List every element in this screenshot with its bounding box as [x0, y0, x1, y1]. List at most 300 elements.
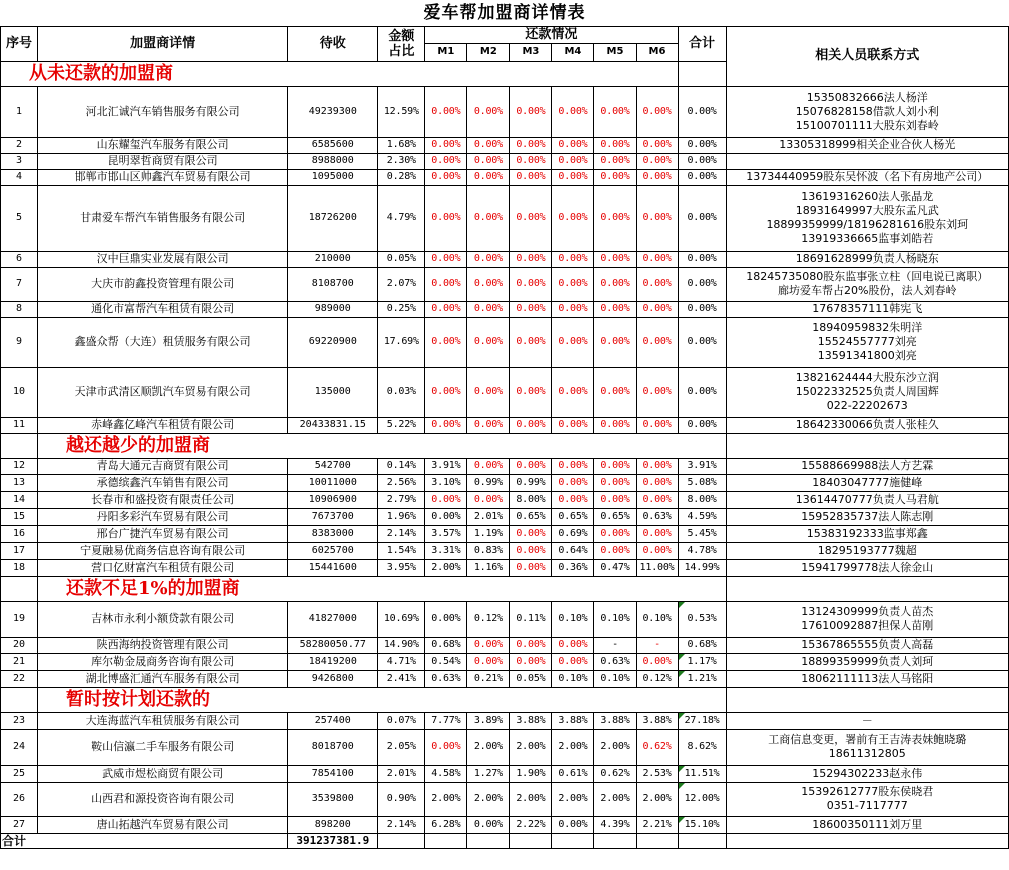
contact-info: 17678357111韩宪飞	[726, 301, 1008, 317]
month-repay: 0.00%	[510, 417, 552, 433]
month-repay: 0.00%	[467, 169, 510, 185]
month-repay: 0.00%	[467, 86, 510, 137]
month-repay: 0.00%	[425, 491, 467, 508]
franchisee-name: 吉林市永利小额贷款有限公司	[38, 601, 288, 637]
row-number: 20	[1, 637, 38, 653]
header-month: M5	[594, 43, 636, 61]
month-repay: 1.19%	[467, 525, 510, 542]
table-row	[1, 417, 1009, 433]
repay-total: 5.08%	[678, 474, 726, 491]
amount-ratio: 0.03%	[378, 367, 425, 417]
table-row	[1, 525, 1009, 542]
row-number: 17	[1, 542, 38, 559]
month-repay: 0.68%	[425, 637, 467, 653]
month-repay: 0.00%	[425, 86, 467, 137]
month-repay: 0.00%	[510, 301, 552, 317]
month-repay: 8.00%	[510, 491, 552, 508]
row-number: 10	[1, 367, 38, 417]
header-pending: 待收	[288, 26, 378, 61]
month-repay: 2.00%	[552, 729, 594, 765]
franchisee-name: 鑫盛众帮（大连）租赁服务有限公司	[38, 317, 288, 367]
month-repay: 0.00%	[510, 525, 552, 542]
franchisee-name: 武威市煜松商贸有限公司	[38, 765, 288, 782]
repay-total: 11.51%	[678, 765, 726, 782]
contact-info: 15392612777股东侯晓君 0351-7117777	[726, 782, 1008, 816]
month-repay: 0.05%	[510, 670, 552, 687]
pending-amount: 49239300	[288, 86, 378, 137]
contact-info: 13619316260法人张晶龙 18931649997大股东孟凡武 18899359999/18196281616股东刘珂 13919336665监事刘皓若	[726, 185, 1008, 251]
month-repay: 0.00%	[636, 653, 678, 670]
row-number: 22	[1, 670, 38, 687]
amount-ratio: 2.56%	[378, 474, 425, 491]
pending-amount: 7854100	[288, 765, 378, 782]
table-row	[1, 153, 1009, 169]
repay-total: 0.00%	[678, 86, 726, 137]
repay-total: 0.00%	[678, 169, 726, 185]
month-repay: 0.00%	[552, 137, 594, 153]
month-repay: 0.00%	[594, 525, 636, 542]
month-repay: 0.00%	[594, 169, 636, 185]
franchisee-name: 青岛大通元吉商贸有限公司	[38, 458, 288, 474]
repay-total: 0.00%	[678, 367, 726, 417]
month-repay: 0.00%	[510, 169, 552, 185]
franchisee-name: 汉中巨鼎实业发展有限公司	[38, 251, 288, 267]
month-repay: 2.00%	[425, 782, 467, 816]
section-title: 越还越少的加盟商	[38, 433, 727, 458]
month-repay: 2.00%	[467, 782, 510, 816]
amount-ratio: 0.28%	[378, 169, 425, 185]
amount-ratio: 2.79%	[378, 491, 425, 508]
amount-ratio: 0.14%	[378, 458, 425, 474]
month-repay: 0.00%	[552, 653, 594, 670]
pending-amount: 898200	[288, 816, 378, 833]
row-number: 18	[1, 559, 38, 576]
row-number: 14	[1, 491, 38, 508]
pending-amount: 10011000	[288, 474, 378, 491]
table-row	[1, 367, 1009, 417]
repay-total: 0.53%	[678, 601, 726, 637]
table-row	[1, 637, 1009, 653]
pending-amount: 15441600	[288, 559, 378, 576]
month-repay: 0.63%	[425, 670, 467, 687]
contact-info: 15294302233赵永伟	[726, 765, 1008, 782]
month-repay: 0.00%	[510, 251, 552, 267]
month-repay: 0.00%	[552, 458, 594, 474]
month-repay: 0.00%	[467, 137, 510, 153]
row-number: 15	[1, 508, 38, 525]
franchisee-name: 大庆市韵鑫投资管理有限公司	[38, 267, 288, 301]
month-repay: 2.53%	[636, 765, 678, 782]
repay-total: 0.00%	[678, 185, 726, 251]
month-repay: 0.00%	[594, 474, 636, 491]
month-repay: 2.22%	[510, 816, 552, 833]
header-no: 序号	[1, 26, 38, 61]
section-cell-empty	[1, 433, 38, 458]
month-repay: 2.00%	[594, 729, 636, 765]
amount-ratio: 0.90%	[378, 782, 425, 816]
month-repay: 0.00%	[510, 637, 552, 653]
month-repay: 2.00%	[510, 729, 552, 765]
row-number: 2	[1, 137, 38, 153]
row-number: 5	[1, 185, 38, 251]
amount-ratio: 12.59%	[378, 86, 425, 137]
contact-info: 18403047777施健峰	[726, 474, 1008, 491]
pending-amount: 41827000	[288, 601, 378, 637]
section-cell-empty	[726, 687, 1008, 712]
contact-info: 15588669988法人方艺霖	[726, 458, 1008, 474]
month-repay: 0.10%	[636, 601, 678, 637]
row-number: 21	[1, 653, 38, 670]
month-repay: 0.00%	[425, 601, 467, 637]
month-repay: 0.10%	[594, 601, 636, 637]
amount-ratio: 14.90%	[378, 637, 425, 653]
table-title: 爱车帮加盟商详情表	[423, 2, 586, 23]
table-row	[1, 782, 1009, 816]
month-repay: 1.27%	[467, 765, 510, 782]
section-title: 从未还款的加盟商	[1, 61, 679, 86]
repay-total: 4.59%	[678, 508, 726, 525]
month-repay: 0.00%	[552, 185, 594, 251]
month-repay: 0.00%	[594, 491, 636, 508]
month-repay: 0.00%	[510, 542, 552, 559]
section-cell-empty	[726, 576, 1008, 601]
amount-ratio: 2.01%	[378, 765, 425, 782]
month-repay: 0.00%	[510, 267, 552, 301]
repay-total: 0.00%	[678, 137, 726, 153]
month-repay: 0.00%	[594, 417, 636, 433]
month-repay: 0.00%	[552, 317, 594, 367]
contact-info: 18295193777魏超	[726, 542, 1008, 559]
amount-ratio: 1.68%	[378, 137, 425, 153]
franchisee-name: 承德缤鑫汽车销售有限公司	[38, 474, 288, 491]
month-repay: 2.21%	[636, 816, 678, 833]
month-repay: 3.88%	[594, 712, 636, 729]
table-row	[1, 491, 1009, 508]
month-repay: 0.00%	[594, 267, 636, 301]
franchisee-name: 库尔勒金晟商务咨询有限公司	[38, 653, 288, 670]
amount-ratio: 10.69%	[378, 601, 425, 637]
month-repay: 0.00%	[552, 474, 594, 491]
month-repay: 0.00%	[594, 458, 636, 474]
month-repay: 0.00%	[594, 153, 636, 169]
franchisee-name: 丹阳多彩汽车贸易有限公司	[38, 508, 288, 525]
table-row	[1, 816, 1009, 833]
month-repay: 0.00%	[636, 86, 678, 137]
month-repay: 0.00%	[594, 367, 636, 417]
month-repay: 0.21%	[467, 670, 510, 687]
month-repay: 0.64%	[552, 542, 594, 559]
section-title: 还款不足1%的加盟商	[38, 576, 727, 601]
table-row	[1, 508, 1009, 525]
month-repay: 0.00%	[425, 185, 467, 251]
repay-total: 0.00%	[678, 317, 726, 367]
amount-ratio: 2.07%	[378, 267, 425, 301]
month-repay: 0.00%	[510, 185, 552, 251]
month-repay: 2.00%	[636, 782, 678, 816]
pending-amount: 18419200	[288, 653, 378, 670]
month-repay: 0.00%	[467, 653, 510, 670]
amount-ratio: 5.22%	[378, 417, 425, 433]
table-row	[1, 267, 1009, 301]
footer-empty-cell	[467, 833, 510, 848]
month-repay: 0.00%	[510, 559, 552, 576]
pending-amount: 58280050.77	[288, 637, 378, 653]
header-repay: 还款情况	[425, 26, 678, 43]
footer-empty-cell	[726, 833, 1008, 848]
month-repay: 0.00%	[425, 267, 467, 301]
month-repay: 2.00%	[425, 559, 467, 576]
month-repay: 0.00%	[425, 153, 467, 169]
contact-info: 18940959832朱明洋 15524557777刘亮 13591341800刘亮	[726, 317, 1008, 367]
month-repay: 0.00%	[636, 185, 678, 251]
row-number: 6	[1, 251, 38, 267]
table-row	[1, 712, 1009, 729]
month-repay: 0.00%	[467, 637, 510, 653]
table-row	[1, 653, 1009, 670]
month-repay: 0.36%	[552, 559, 594, 576]
month-repay: 0.00%	[636, 137, 678, 153]
month-repay: 0.00%	[510, 153, 552, 169]
pending-amount: 210000	[288, 251, 378, 267]
month-repay: 0.11%	[510, 601, 552, 637]
month-repay: 1.90%	[510, 765, 552, 782]
franchisee-name: 湖北博盛汇通汽车服务有限公司	[38, 670, 288, 687]
pending-amount: 18726200	[288, 185, 378, 251]
month-repay: 2.00%	[594, 782, 636, 816]
month-repay: 0.10%	[552, 601, 594, 637]
pending-amount: 10906900	[288, 491, 378, 508]
month-repay: 0.00%	[467, 367, 510, 417]
repay-total: 14.99%	[678, 559, 726, 576]
month-repay: 3.88%	[636, 712, 678, 729]
footer-empty-cell	[636, 833, 678, 848]
month-repay: 3.31%	[425, 542, 467, 559]
contact-info: 13124309999负责人苗杰 17610092887担保人苗刚	[726, 601, 1008, 637]
month-repay: 3.88%	[510, 712, 552, 729]
franchisee-name: 赤峰鑫亿峰汽车租赁有限公司	[38, 417, 288, 433]
month-repay: 3.10%	[425, 474, 467, 491]
pending-amount: 8018700	[288, 729, 378, 765]
table-row	[1, 765, 1009, 782]
month-repay: 0.00%	[552, 153, 594, 169]
contact-info: 15350832666法人杨洋 15076828158借款人刘小利 15100701111大股东刘春岭	[726, 86, 1008, 137]
month-repay: 2.00%	[552, 782, 594, 816]
franchisee-name: 营口亿财富汽车租赁有限公司	[38, 559, 288, 576]
month-repay: 0.00%	[552, 169, 594, 185]
month-repay: -	[594, 637, 636, 653]
month-repay: 7.77%	[425, 712, 467, 729]
section-title: 暂时按计划还款的	[38, 687, 727, 712]
amount-ratio: 2.14%	[378, 525, 425, 542]
repay-total: 0.00%	[678, 251, 726, 267]
pending-amount: 8383000	[288, 525, 378, 542]
month-repay: 0.00%	[594, 317, 636, 367]
month-repay: 0.00%	[636, 153, 678, 169]
repay-total: 27.18%	[678, 712, 726, 729]
row-number: 24	[1, 729, 38, 765]
pending-amount: 135000	[288, 367, 378, 417]
month-repay: 0.00%	[425, 317, 467, 367]
month-repay: 0.00%	[636, 301, 678, 317]
amount-ratio: 4.71%	[378, 653, 425, 670]
month-repay: 0.63%	[594, 653, 636, 670]
row-number: 13	[1, 474, 38, 491]
franchisee-name: 大连海蓝汽车租赁服务有限公司	[38, 712, 288, 729]
contact-info: 18062111113法人马铭阳	[726, 670, 1008, 687]
repay-total: 0.00%	[678, 267, 726, 301]
month-repay: 0.00%	[467, 417, 510, 433]
franchisee-name: 唐山拓越汽车贸易有限公司	[38, 816, 288, 833]
pending-amount: 8988000	[288, 153, 378, 169]
pending-amount: 20433831.15	[288, 417, 378, 433]
month-repay: 0.00%	[467, 301, 510, 317]
table-row	[1, 601, 1009, 637]
month-repay: 0.00%	[594, 86, 636, 137]
row-number: 4	[1, 169, 38, 185]
contact-info: 工商信息变更，署前有王吉涛表妹鲍晓璐 18611312805	[726, 729, 1008, 765]
month-repay: 0.00%	[636, 542, 678, 559]
pending-amount: 7673700	[288, 508, 378, 525]
month-repay: 0.00%	[467, 153, 510, 169]
pending-amount: 1095000	[288, 169, 378, 185]
table-row	[1, 474, 1009, 491]
month-repay: 2.01%	[467, 508, 510, 525]
row-number: 26	[1, 782, 38, 816]
month-repay: 0.00%	[636, 367, 678, 417]
month-repay: 3.89%	[467, 712, 510, 729]
franchisee-name: 邢台广捷汽车贸易有限公司	[38, 525, 288, 542]
header-month: M1	[425, 43, 467, 61]
footer-empty-cell	[678, 833, 726, 848]
pending-amount: 9426800	[288, 670, 378, 687]
month-repay: 0.00%	[510, 317, 552, 367]
header-month: M6	[636, 43, 678, 61]
month-repay: 0.00%	[467, 458, 510, 474]
repay-total: 12.00%	[678, 782, 726, 816]
table-row	[1, 169, 1009, 185]
month-repay: 2.00%	[510, 782, 552, 816]
section-cell-empty	[1, 687, 38, 712]
month-repay: -	[636, 637, 678, 653]
table-row	[1, 185, 1009, 251]
month-repay: 0.61%	[552, 765, 594, 782]
amount-ratio: 2.30%	[378, 153, 425, 169]
month-repay: 0.00%	[552, 417, 594, 433]
franchisee-name: 甘肃爱车帮汽车销售服务有限公司	[38, 185, 288, 251]
repay-total: 15.10%	[678, 816, 726, 833]
month-repay: 0.12%	[636, 670, 678, 687]
pending-amount: 6025700	[288, 542, 378, 559]
month-repay: 0.10%	[552, 670, 594, 687]
month-repay: 0.00%	[636, 417, 678, 433]
footer-empty-cell	[378, 833, 425, 848]
month-repay: 0.00%	[636, 267, 678, 301]
row-number: 7	[1, 267, 38, 301]
month-repay: 1.16%	[467, 559, 510, 576]
repay-total: 1.17%	[678, 653, 726, 670]
franchisee-name: 山东耀玺汽车服务有限公司	[38, 137, 288, 153]
month-repay: 0.00%	[510, 137, 552, 153]
month-repay: 4.58%	[425, 765, 467, 782]
repay-total: 8.00%	[678, 491, 726, 508]
amount-ratio: 0.05%	[378, 251, 425, 267]
pending-amount: 542700	[288, 458, 378, 474]
repay-total: 0.00%	[678, 301, 726, 317]
repay-total: 0.00%	[678, 417, 726, 433]
row-number: 3	[1, 153, 38, 169]
month-repay: 0.62%	[594, 765, 636, 782]
month-repay: 0.00%	[552, 86, 594, 137]
table-row	[1, 458, 1009, 474]
month-repay: 0.10%	[594, 670, 636, 687]
table-row	[1, 137, 1009, 153]
contact-info: －	[726, 712, 1008, 729]
row-number: 1	[1, 86, 38, 137]
franchisee-name: 昆明翠哲商贸有限公司	[38, 153, 288, 169]
amount-ratio: 1.54%	[378, 542, 425, 559]
amount-ratio: 17.69%	[378, 317, 425, 367]
amount-ratio: 1.96%	[378, 508, 425, 525]
franchisee-name: 河北汇诚汽车销售服务有限公司	[38, 86, 288, 137]
month-repay: 0.00%	[510, 653, 552, 670]
month-repay: 2.00%	[467, 729, 510, 765]
row-number: 11	[1, 417, 38, 433]
contact-info: 15367865555负责人高磊	[726, 637, 1008, 653]
month-repay: 0.00%	[510, 86, 552, 137]
row-number: 8	[1, 301, 38, 317]
month-repay: 0.99%	[467, 474, 510, 491]
month-repay: 0.00%	[552, 367, 594, 417]
franchisee-name: 邯郸市邯山区帅鑫汽车贸易有限公司	[38, 169, 288, 185]
contact-info: 18691628999负责人杨晓东	[726, 251, 1008, 267]
header-month: M2	[467, 43, 510, 61]
franchisee-name: 天津市武清区顺凯汽车贸易有限公司	[38, 367, 288, 417]
franchisee-name: 鞍山信瀛二手车服务有限公司	[38, 729, 288, 765]
month-repay: 0.00%	[425, 301, 467, 317]
month-repay: 0.00%	[467, 185, 510, 251]
franchisee-name: 山西君和源投资咨询有限公司	[38, 782, 288, 816]
repay-total: 8.62%	[678, 729, 726, 765]
amount-ratio: 2.41%	[378, 670, 425, 687]
month-repay: 0.00%	[636, 458, 678, 474]
table-row	[1, 542, 1009, 559]
amount-ratio: 4.79%	[378, 185, 425, 251]
footer-empty-cell	[510, 833, 552, 848]
month-repay: 0.12%	[467, 601, 510, 637]
row-number: 27	[1, 816, 38, 833]
contact-info: 18600350111刘万里	[726, 816, 1008, 833]
month-repay: 0.00%	[425, 169, 467, 185]
footer-label: 合计	[1, 833, 288, 848]
month-repay: 0.00%	[425, 729, 467, 765]
contact-info: 13821624444大股东沙立润 15022332525负责人周国辉 022-22202673	[726, 367, 1008, 417]
month-repay: 0.00%	[467, 816, 510, 833]
month-repay: 0.62%	[636, 729, 678, 765]
contact-info: 18899359999负责人刘珂	[726, 653, 1008, 670]
month-repay: 11.00%	[636, 559, 678, 576]
month-repay: 0.00%	[552, 301, 594, 317]
month-repay: 0.00%	[467, 267, 510, 301]
month-repay: 0.00%	[636, 474, 678, 491]
month-repay: 0.00%	[467, 317, 510, 367]
contact-info	[726, 153, 1008, 169]
month-repay: 0.00%	[510, 458, 552, 474]
table-row	[1, 86, 1009, 137]
amount-ratio: 2.05%	[378, 729, 425, 765]
table-row	[1, 301, 1009, 317]
row-number: 25	[1, 765, 38, 782]
month-repay: 0.69%	[552, 525, 594, 542]
